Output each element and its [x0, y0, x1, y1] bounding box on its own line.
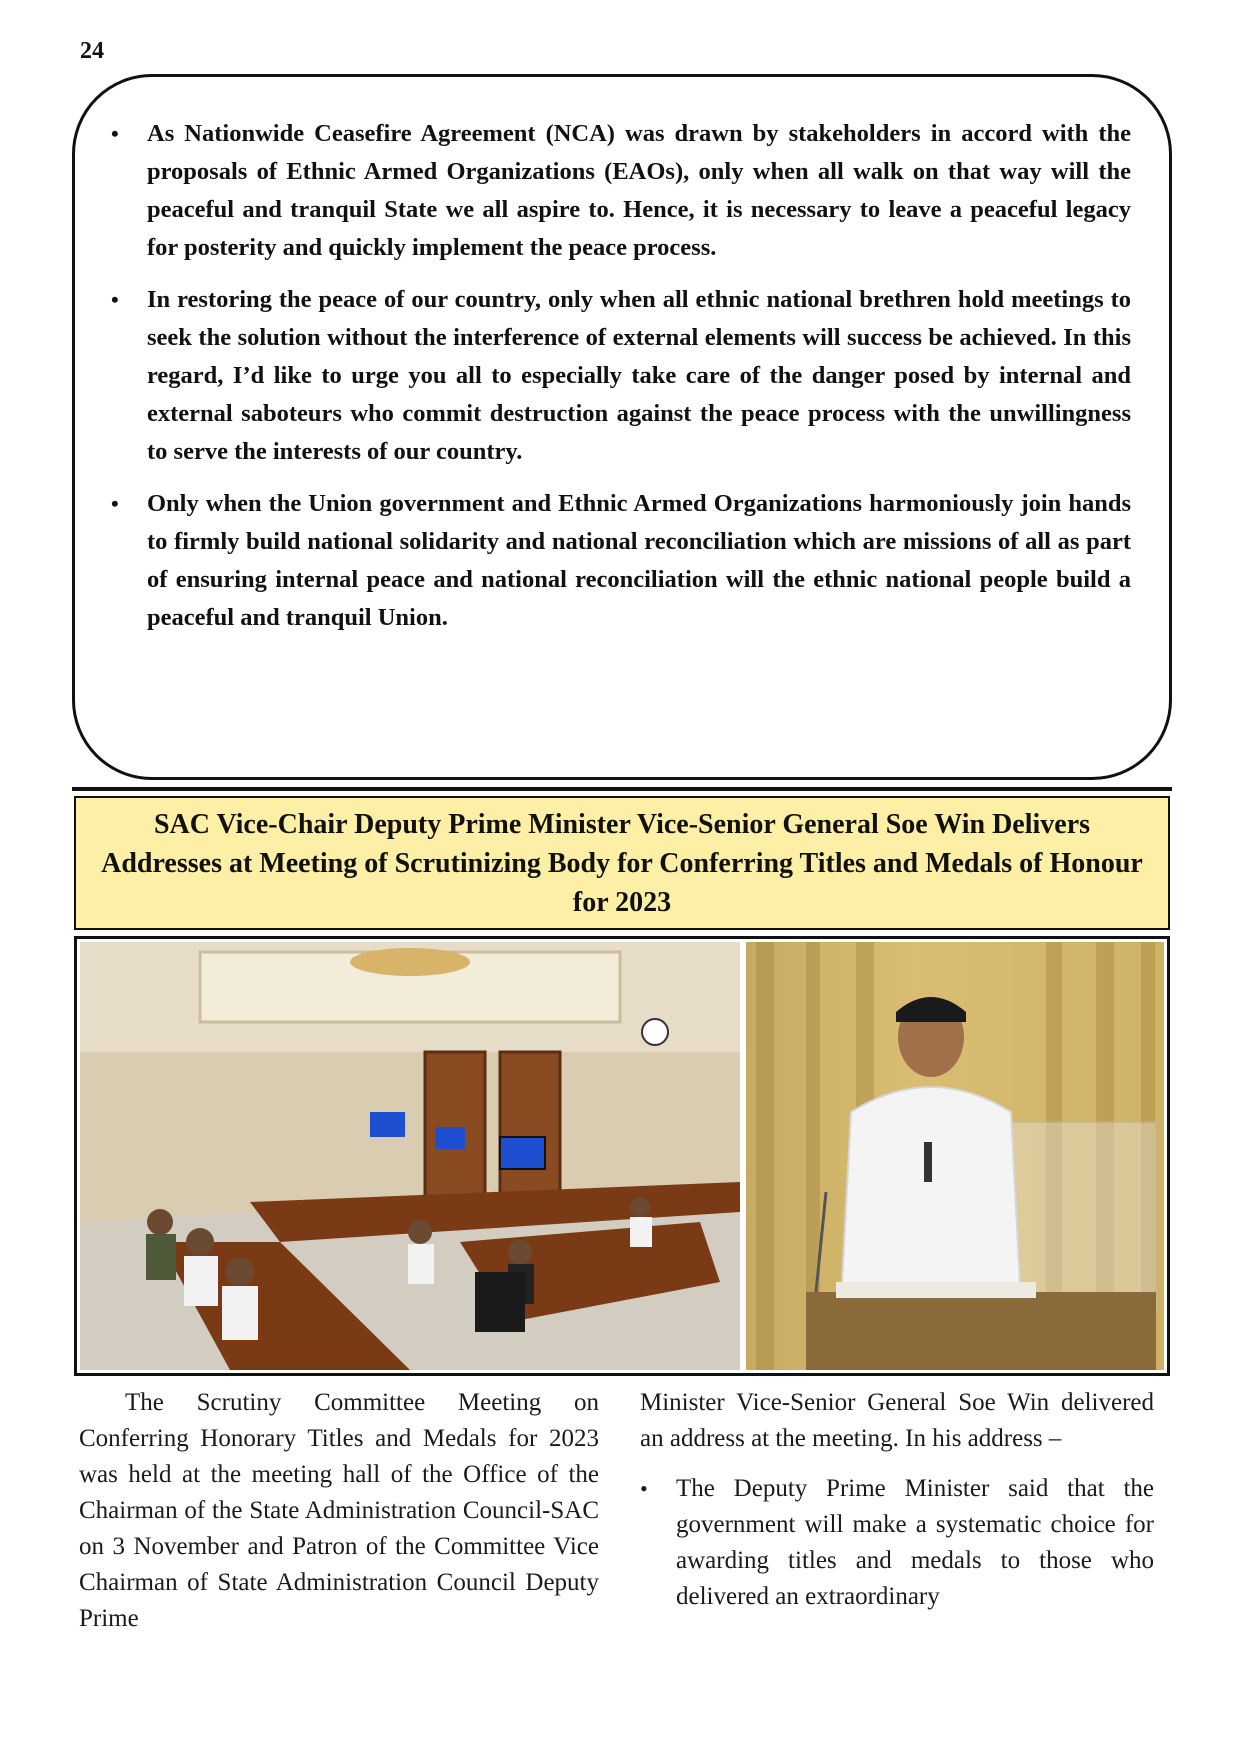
- quote-bullet-text: Only when the Union government and Ethnic Armed Organizations harmoniously join hands to firmly build national solidarity and national reconciliation which are missions of all as part of ensuring internal peace and national reconciliation will the ethnic national people build a peaceful and tranquil Union.: [147, 490, 1131, 631]
- speaker-illustration: [746, 942, 1164, 1370]
- bullet-icon: •: [111, 287, 119, 312]
- quote-bullet-list: [109, 115, 1131, 637]
- bullet-icon: •: [111, 121, 119, 146]
- article-headline-box: [74, 796, 1170, 930]
- article-bullet-list: [640, 1471, 1154, 1615]
- article-bullet-item: [640, 1471, 1154, 1615]
- article-column-left: [79, 1385, 599, 1637]
- page-number: 24: [80, 38, 104, 64]
- quote-bullet-item: [109, 485, 1131, 637]
- quote-bullet-text: As Nationwide Ceasefire Agreement (NCA) was drawn by stakeholders in accord with the proposals of Ethnic Armed Organizations (EAOs), only when all walk on that way will the peaceful and tranquil State we all aspire to. Hence, it is necessary to leave a peaceful legacy for posterity and quickly implement the peace process.: [147, 120, 1131, 261]
- article-paragraph: The Scrutiny Committee Meeting on Conferring Honorary Titles and Medals for 2023 was held at the meeting hall of the Office of the Chairman of the State Administration Council-SAC on 3 November and Patron of the Committee Vice Chairman of State Administration Council Deputy Prime: [79, 1389, 599, 1632]
- meeting-hall-illustration: [80, 942, 740, 1370]
- section-divider: [72, 787, 1172, 791]
- quote-box: [72, 74, 1172, 780]
- speaker-photo: [746, 942, 1164, 1370]
- photo-frame: [74, 936, 1170, 1376]
- article-paragraph-continued: Minister Vice-Senior General Soe Win delivered an address at the meeting. In his address –: [640, 1389, 1154, 1452]
- quote-bullet-item: [109, 281, 1131, 471]
- bullet-icon: •: [640, 1476, 648, 1501]
- article-column-right: [640, 1385, 1154, 1615]
- bullet-icon: •: [111, 491, 119, 516]
- article-headline: SAC Vice-Chair Deputy Prime Minister Vice-Senior General Soe Win Delivers Addresses at Meeting of Scrutinizing Body for Conferring Titles and Medals of Honour for 2023: [101, 808, 1143, 918]
- article-bullet-text: The Deputy Prime Minister said that the government will make a systematic choice for awarding titles and medals to those who delivered an extraordinary: [676, 1475, 1154, 1610]
- meeting-hall-photo: [80, 942, 740, 1370]
- quote-bullet-item: [109, 115, 1131, 267]
- quote-bullet-text: In restoring the peace of our country, only when all ethnic national brethren hold meetings to seek the solution without the interference of external elements will success be achieved. In this regard, I’d like to urge you all to especially take care of the danger posed by internal and external saboteurs who commit destruction against the peace process with the unwillingness to serve the interests of our country.: [147, 286, 1131, 465]
